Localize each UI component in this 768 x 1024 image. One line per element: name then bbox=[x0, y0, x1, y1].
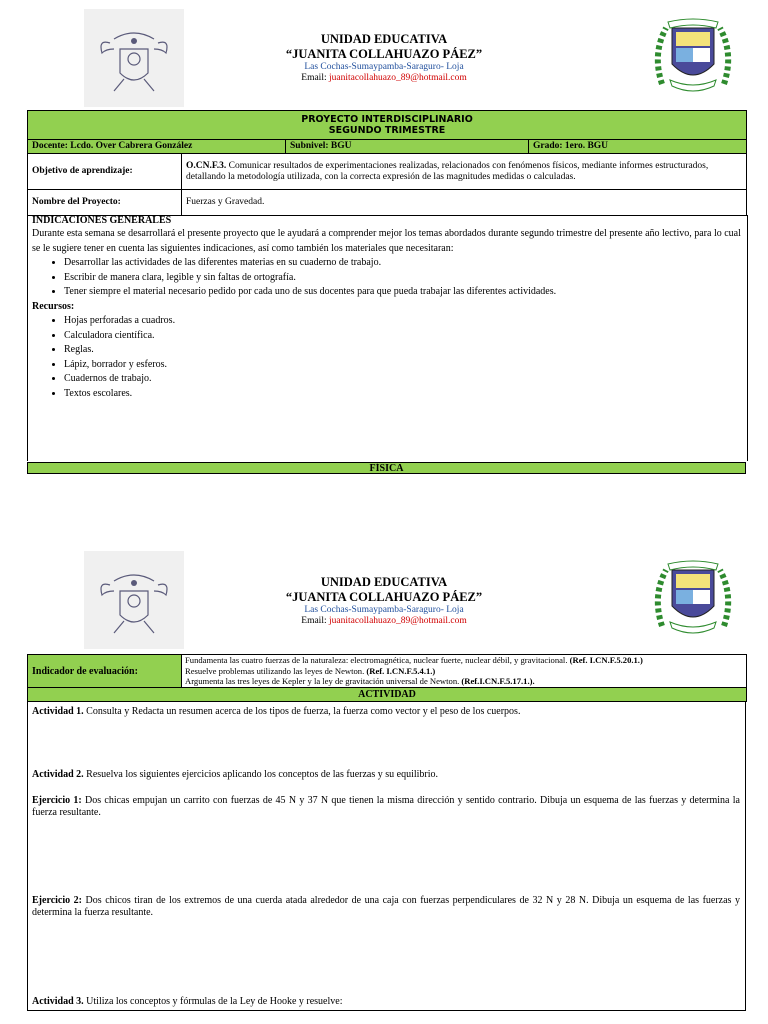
ecuador-coat-of-arms-logo bbox=[84, 9, 184, 107]
objetivo-text: Comunicar resultados de experimentaciones realizadas, relacionados con fenómenos físicos, mediante informes estructurados, detallando la metodología utilizada, con la correcta expresión de las magnitudes medidas o calculadas. bbox=[186, 160, 709, 182]
school-email-line bbox=[200, 73, 568, 84]
actividad-header: ACTIVIDAD bbox=[28, 688, 747, 702]
objetivo-value bbox=[182, 154, 747, 190]
school-name-line2: “JUANITA COLLAHUAZO PÁEZ” bbox=[285, 590, 483, 604]
actividad-2-text: Resuelva los siguientes ejercicios aplicando los conceptos de las fuerzas y su equilibrio. bbox=[83, 769, 439, 780]
ecuador-coat-of-arms-logo bbox=[84, 551, 184, 649]
actividad-1 bbox=[32, 706, 740, 718]
list-item: • Cuadernos de trabajo. bbox=[64, 372, 743, 387]
school-location: Las Cochas-Sumaypamba-Saraguro- Loja bbox=[304, 605, 464, 615]
ejercicio-2-label: Ejercicio 2: bbox=[32, 895, 83, 906]
proyecto-value: Fuerzas y Gravedad. bbox=[182, 190, 747, 216]
indicaciones-section bbox=[27, 215, 748, 461]
indicador-1-text: Fundamenta las cuatro fuerzas de la naturaleza: electromagnética, nuclear fuerte, nuclear débil, y gravitacional. bbox=[185, 655, 570, 666]
list-item: • Tener siempre el material necesario pedido por cada uno de sus docentes para que pueda trabajar las diferentes actividades. bbox=[64, 285, 743, 300]
subnivel-cell: Subnivel: BGU bbox=[286, 140, 529, 154]
school-location: Las Cochas-Sumaypamba-Saraguro- Loja bbox=[304, 62, 464, 72]
email-label: Email: bbox=[301, 616, 329, 626]
actividad-1-label: Actividad 1. bbox=[32, 706, 84, 717]
school-email: juanitacollahuazo_89@hotmail.com bbox=[328, 73, 467, 83]
list-item: • Escribir de manera clara, legible y sin faltas de ortografía. bbox=[64, 271, 743, 286]
grado-cell: Grado: 1ero. BGU bbox=[529, 140, 747, 154]
actividad-2-label: Actividad 2. bbox=[32, 769, 84, 780]
ejercicio-2-text: Dos chicos tiran de los extremos de una cuerda atada alrededor de una caja con fuerzas perpendiculares de 32 N y 28 N. Dibuja un esquema de las fuerzas y determina la fuerza resultante. bbox=[32, 895, 740, 918]
project-info-table bbox=[27, 110, 747, 216]
actividades-section bbox=[27, 702, 746, 1011]
recursos-list bbox=[32, 314, 743, 401]
list-item: • Calculadora científica. bbox=[64, 329, 743, 344]
school-crest-logo bbox=[650, 14, 736, 100]
ejercicio-2 bbox=[32, 895, 740, 919]
objetivo-label: Objetivo de aprendizaje: bbox=[28, 154, 182, 190]
project-title-line2: SEGUNDO TRIMESTRE bbox=[328, 125, 446, 136]
indicador-value bbox=[182, 655, 747, 688]
school-header bbox=[200, 32, 568, 84]
objetivo-code: O.CN.F.3. bbox=[186, 160, 227, 171]
indicador-3-ref: (Ref.I.CN.F.5.17.1.). bbox=[461, 676, 535, 687]
email-label: Email: bbox=[301, 73, 329, 83]
indicador-label: Indicador de evaluación: bbox=[28, 655, 182, 688]
actividad-1-text: Consulta y Redacta un resumen acerca de los tipos de fuerza, la fuerza como vector y el peso de los cuerpos. bbox=[83, 706, 521, 717]
actividad-2 bbox=[32, 769, 740, 781]
indicador-2-text: Resuelve problemas utilizando las leyes de Newton. bbox=[185, 665, 367, 676]
school-crest-logo bbox=[650, 556, 736, 642]
list-item: • Desarrollar las actividades de las diferentes materias en su cuaderno de trabajo. bbox=[64, 256, 743, 271]
indicador-table bbox=[27, 654, 747, 702]
actividad-3 bbox=[32, 996, 740, 1008]
indicador-1-ref: (Ref. I.CN.F.5.20.1.) bbox=[569, 655, 643, 666]
school-email: juanitacollahuazo_89@hotmail.com bbox=[328, 616, 467, 626]
section-fisica-bar: FÍSICA bbox=[27, 462, 746, 474]
indicaciones-title: INDICACIONES GENERALES bbox=[32, 215, 172, 226]
ejercicio-1-label: Ejercicio 1: bbox=[32, 795, 82, 806]
school-name-line2: “JUANITA COLLAHUAZO PÁEZ” bbox=[285, 47, 483, 61]
ejercicio-1 bbox=[32, 795, 740, 819]
school-name-line1: UNIDAD EDUCATIVA bbox=[320, 575, 448, 589]
indicaciones-text: Durante esta semana se desarrollará el presente proyecto que le ayudará a comprender mejor los temas abordados durante segundo trimestre del presente año lectivo, para lo cual se le sugiere tener en cuenta las siguientes indicaciones, así como también los materiales que necesitaran: bbox=[32, 228, 741, 254]
list-item: • Reglas. bbox=[64, 343, 743, 358]
docente-cell: Docente: Lcdo. Over Cabrera González bbox=[28, 140, 286, 154]
actividad-3-label: Actividad 3. bbox=[32, 996, 84, 1007]
proyecto-label: Nombre del Proyecto: bbox=[28, 190, 182, 216]
school-header bbox=[200, 575, 568, 627]
ejercicio-1-text: Dos chicas empujan un carrito con fuerzas de 45 N y 37 N que tienen la misma dirección y sentido contrario. Dibuja un esquema de las fuerzas y determina la fuerza resultante. bbox=[32, 795, 740, 818]
list-item: • Hojas perforadas a cuadros. bbox=[64, 314, 743, 329]
school-email-line bbox=[200, 616, 568, 627]
indicador-3-text: Argumenta las tres leyes de Kepler y la ley de gravitación universal de Newton. bbox=[185, 676, 462, 687]
list-item: • Lápiz, borrador y esferos. bbox=[64, 358, 743, 373]
list-item: • Textos escolares. bbox=[64, 387, 743, 402]
actividad-3-text: Utiliza los conceptos y fórmulas de la Ley de Hooke y resuelve: bbox=[83, 996, 343, 1007]
project-title-line1: PROYECTO INTERDISCIPLINARIO bbox=[301, 114, 473, 125]
school-name-line1: UNIDAD EDUCATIVA bbox=[320, 32, 448, 46]
project-title bbox=[28, 111, 747, 140]
indicaciones-list bbox=[32, 256, 743, 300]
indicador-2-ref: (Ref. I.CN.F.5.4.1.) bbox=[366, 665, 436, 676]
recursos-title: Recursos: bbox=[32, 300, 75, 312]
